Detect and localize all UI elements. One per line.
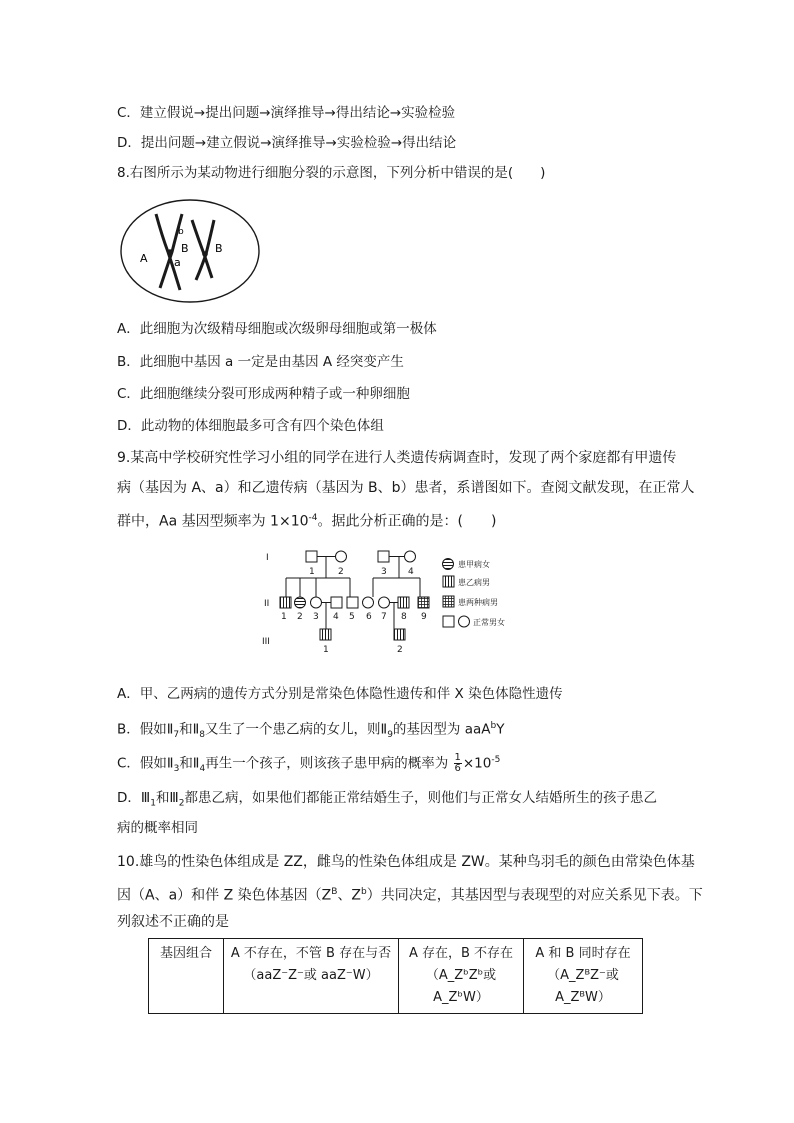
label-b: b bbox=[178, 227, 184, 237]
q10-stem-line1: 10.雄鸟的性染色体组成是 ZZ，雌鸟的性染色体组成是 ZW。某种鸟羽毛的颜色由常染色体基 bbox=[117, 854, 695, 870]
svg-text:II: II bbox=[264, 599, 270, 609]
svg-text:6: 6 bbox=[366, 612, 372, 622]
svg-text:2: 2 bbox=[338, 567, 344, 577]
svg-text:5: 5 bbox=[349, 612, 355, 622]
label-B2: B bbox=[215, 242, 223, 255]
svg-text:III: III bbox=[262, 637, 270, 647]
table-header-cell: A 存在，B 不存在 （A_ZᵇZᵇ或 A_ZᵇW） bbox=[399, 939, 524, 1014]
svg-text:1: 1 bbox=[281, 612, 287, 622]
label-a: a bbox=[174, 256, 181, 269]
q9-option-c: C．假如$Ⅱ_3$和$Ⅱ_4$再生一个孩子，则该孩子患甲病的概率为 $\frac{1}{6}$ $\times 10^{-5}$ bbox=[117, 752, 501, 775]
svg-text:4: 4 bbox=[408, 567, 414, 577]
q7-option-d: D．提出问题→建立假说→演绎推导→实验检验→得出结论 bbox=[117, 135, 457, 151]
svg-text:患两种病男: 患两种病男 bbox=[458, 598, 498, 607]
genotype-table bbox=[148, 938, 643, 1014]
q9-stem-line1: 9.某高中学校研究性学习小组的同学在进行人类遗传病调查时，发现了两个家庭都有甲遗传 bbox=[117, 450, 677, 466]
svg-text:正常男女: 正常男女 bbox=[473, 618, 505, 627]
table-header-cell: A 不存在，不管 B 存在与否 （aaZ⁻Z⁻或 aaZ⁻W） bbox=[224, 939, 399, 1014]
svg-text:7: 7 bbox=[381, 612, 387, 622]
svg-text:8: 8 bbox=[401, 612, 407, 622]
svg-text:2: 2 bbox=[397, 645, 403, 655]
table-header-cell: 基因组合 bbox=[149, 939, 224, 1014]
cell-division-figure bbox=[118, 196, 263, 306]
label-A: A bbox=[140, 252, 148, 265]
q8-option-a: A．此细胞为次级精母细胞或次级卵母细胞或第一极体 bbox=[117, 321, 437, 337]
q8-option-c: C．此细胞继续分裂可形成两种精子或一种卵细胞 bbox=[117, 386, 410, 402]
svg-text:患乙病男: 患乙病男 bbox=[458, 578, 490, 587]
cell-membrane bbox=[121, 200, 259, 302]
q8-option-d: D．此动物的体细胞最多可含有四个染色体组 bbox=[117, 418, 384, 434]
fraction: $\frac{1}{6}$ bbox=[454, 752, 461, 774]
svg-text:3: 3 bbox=[381, 567, 387, 577]
svg-text:1: 1 bbox=[323, 645, 329, 655]
q8-stem: 8.右图所示为某动物进行细胞分裂的示意图，下列分析中错误的是( ) bbox=[117, 165, 546, 181]
svg-text:3: 3 bbox=[313, 612, 319, 622]
q9-stem-line3: 群中，Aa 基因型频率为 $1\times 10^{-4}$。据此分析正确的是：( ) bbox=[117, 513, 497, 530]
table-row bbox=[149, 939, 643, 1014]
q10-stem-line2: 因（A、a）和伴 Z 染色体基因（$Z^B$、$Z^b$）共同决定，其基因型与表现型的对应关系见下表。下 bbox=[117, 887, 703, 904]
pedigree-chart bbox=[258, 546, 543, 658]
svg-text:2: 2 bbox=[297, 612, 303, 622]
q8-option-b: B．此细胞中基因 a 一定是由基因 A 经突变产生 bbox=[117, 354, 404, 370]
svg-text:9: 9 bbox=[421, 612, 427, 622]
q9-option-a: A．甲、乙两病的遗传方式分别是常染色体隐性遗传和伴 X 染色体隐性遗传 bbox=[117, 686, 563, 702]
table-header-cell: A 和 B 同时存在 （A_ZᴮZ⁻或 A_ZᴮW） bbox=[524, 939, 643, 1014]
svg-text:I: I bbox=[266, 553, 269, 563]
q10-stem-line3: 列叙述不正确的是 bbox=[117, 914, 229, 930]
label-B: B bbox=[181, 242, 189, 255]
svg-text:患甲病女: 患甲病女 bbox=[458, 560, 490, 569]
q9-option-d-line1: D．$Ⅲ_1$和$Ⅲ_2$都患乙病，如果他们都能正常结婚生子，则他们与正常女人结婚所生的孩子患乙 bbox=[117, 790, 657, 809]
svg-text:4: 4 bbox=[333, 612, 339, 622]
q9-stem-line2: 病（基因为 A、a）和乙遗传病（基因为 B、b）患者，系谱图如下。查阅文献发现，在正常人 bbox=[117, 480, 695, 496]
svg-text:1: 1 bbox=[309, 567, 315, 577]
chromosome-right-2 bbox=[196, 220, 214, 280]
q9-option-d-line2: 病的概率相同 bbox=[117, 820, 198, 836]
q9-option-b: B．假如$Ⅱ_7$和$Ⅱ_8$又生了一个患乙病的女儿，则$Ⅱ_9$的基因型为 aaA$^b$Y bbox=[117, 721, 505, 741]
q7-option-c: C．建立假说→提出问题→演绎推导→得出结论→实验检验 bbox=[117, 105, 456, 121]
